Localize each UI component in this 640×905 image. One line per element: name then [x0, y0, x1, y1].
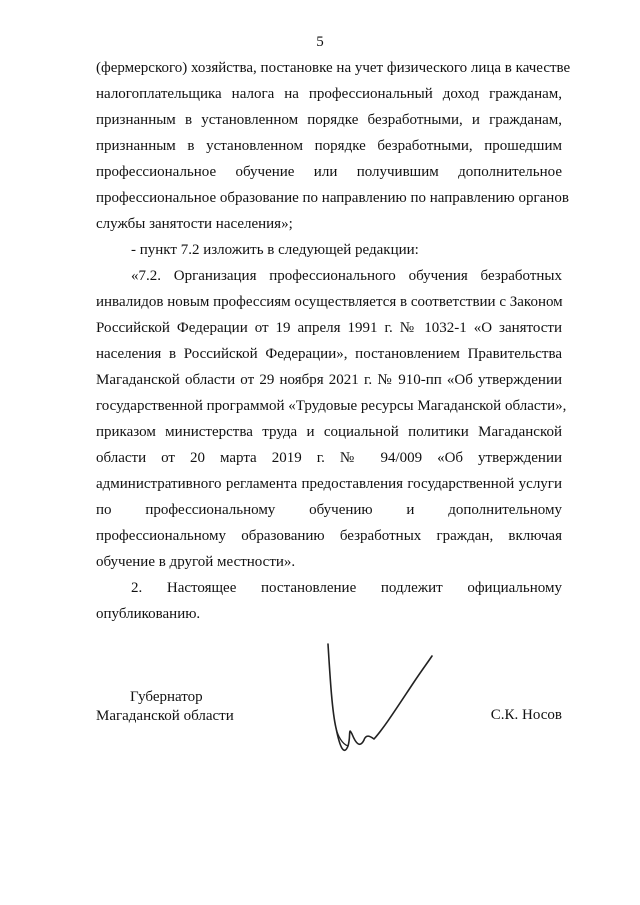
text-line: приказом министерства труда и социальной политики Магаданской	[96, 424, 562, 440]
handwritten-signature	[318, 636, 438, 766]
text-line: Российской Федерации от 19 апреля 1991 г. № 1032-1 «О занятости	[96, 320, 562, 336]
text-line: опубликованию.	[96, 606, 201, 622]
text-line: службы занятости населения»;	[96, 216, 293, 232]
text-line: профессиональное образование по направлению по направлению органов	[96, 190, 569, 206]
text-line: профессиональному образованию безработных граждан, включая	[96, 528, 562, 544]
signatory-name: С.К. Носов	[490, 707, 562, 723]
text-line: налогоплательщика налога на профессиональный доход гражданам,	[96, 86, 562, 102]
text-line: - пункт 7.2 изложить в следующей редакции:	[131, 242, 419, 258]
text-line: обучение в другой местности».	[96, 554, 296, 570]
text-line: «7.2. Организация профессионального обучения безработных	[131, 268, 562, 284]
text-line: населения в Российской Федерации», постановлением Правительства	[96, 346, 562, 362]
text-line: 2. Настоящее постановление подлежит официальному	[131, 580, 562, 596]
signatory-title-line-2: Магаданской области	[96, 708, 234, 724]
text-line: (фермерского) хозяйства, постановке на учет физического лица в качестве	[96, 60, 571, 76]
text-line: признанным в установленном порядке безработными, и гражданам,	[96, 112, 562, 128]
signatory-title-line-1: Губернатор	[130, 689, 203, 705]
text-line: по профессиональному обучению и дополнительному	[96, 502, 562, 518]
text-line: области от 20 марта 2019 г. № 94/009 «Об утверждении	[96, 450, 562, 466]
text-line: Магаданской области от 29 ноября 2021 г. № 910-пп «Об утверждении	[96, 372, 562, 388]
text-line: инвалидов новым профессиям осуществляется в соответствии с Законом	[96, 294, 563, 310]
text-line: государственной программой «Трудовые ресурсы Магаданской области»,	[96, 398, 567, 414]
document-body	[96, 55, 571, 627]
text-line: профессиональное обучение или получившим дополнительное	[96, 164, 562, 180]
text-line: административного регламента предоставления государственной услуги	[96, 476, 562, 492]
page-number: 5	[316, 34, 324, 50]
text-line: признанным в установленном порядке безработными, прошедшим	[96, 138, 562, 154]
signatory-title	[96, 688, 234, 726]
